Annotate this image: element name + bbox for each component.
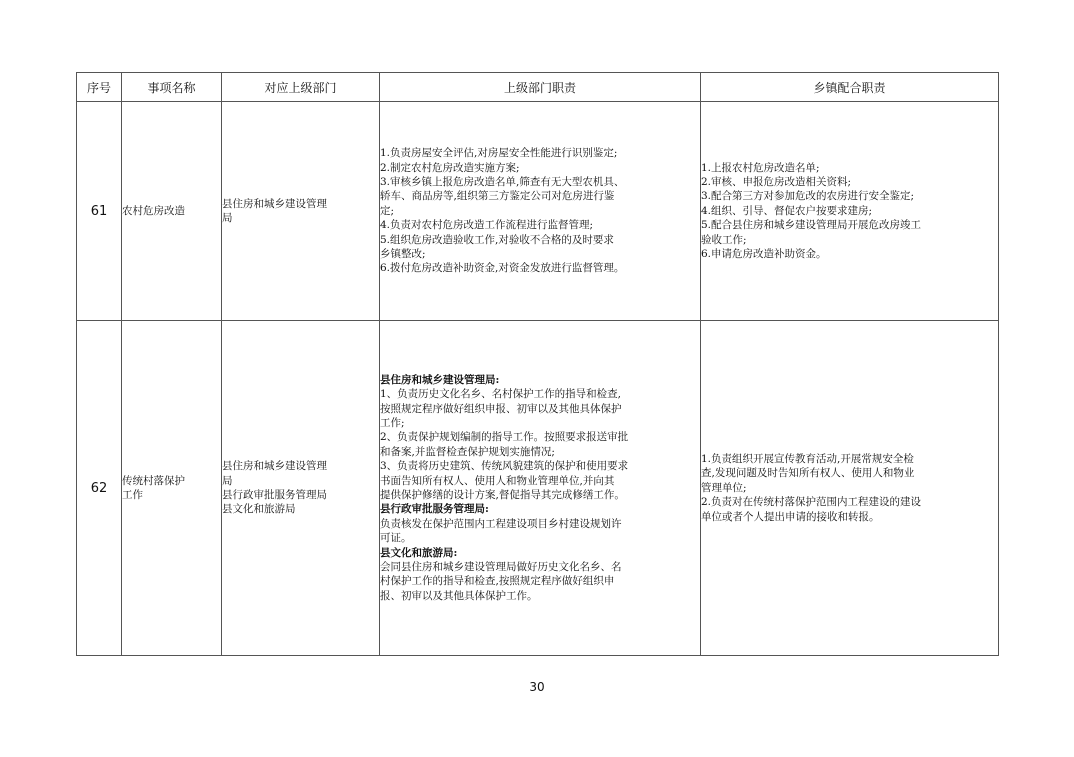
table-row	[77, 102, 999, 321]
text-line: 3.配合第三方对参加危改的农房进行安全鉴定;	[701, 190, 915, 203]
text-line: 书面告知所有权人、使用人和物业管理单位,并向其	[380, 474, 615, 487]
text-line: 局	[222, 212, 233, 224]
text-line: 工作	[122, 489, 143, 501]
text-line: 工作;	[380, 416, 405, 429]
responsibility-table	[76, 72, 999, 656]
text-line: 6.申请危房改造补助资金。	[701, 248, 827, 261]
text-line: 传统村落保护	[122, 474, 185, 487]
row-number: 62	[77, 321, 122, 656]
text-line: 1.负责组织开展宣传教育活动,开展常规安全检	[701, 452, 914, 465]
text-line: 2、负责保护规划编制的指导工作。按照要求报送审批	[380, 431, 629, 444]
table-row	[77, 321, 999, 656]
text-line: 和备案,并监督检查保护规划实施情况;	[380, 445, 555, 458]
department-heading: 县行政审批服务管理局:	[380, 503, 489, 516]
text-line: 1、负责历史文化名乡、名村保护工作的指导和检查,	[380, 388, 622, 401]
text-line: 负责核发在保护范围内工程建设项目乡村建设规划许	[380, 517, 622, 530]
text-line: 农村危房改造	[122, 204, 185, 217]
text-line: 6.拨付危房改造补助资金,对资金发放进行监督管理。	[380, 262, 625, 275]
text-line: 4.组织、引导、督促农户按要求建房;	[701, 204, 873, 217]
text-line: 单位或者个人提出申请的接收和转报。	[701, 510, 880, 523]
township-duties	[701, 102, 999, 321]
text-line: 可证。	[380, 532, 412, 545]
text-line: 报、初审以及其他具体保护工作。	[380, 589, 538, 602]
text-line: 提供保护修缮的设计方案,督促指导其完成修缮工作。	[380, 489, 625, 501]
text-line: 会同县住房和城乡建设管理局做好历史文化名乡、名	[380, 561, 622, 574]
table-header-row	[77, 73, 999, 102]
text-line: 村保护工作的指导和检查,按照规定程序做好组织申	[380, 575, 615, 588]
department	[222, 321, 380, 656]
text-line: 县住房和城乡建设管理	[222, 197, 327, 210]
header-item: 事项名称	[122, 73, 222, 102]
item-name	[122, 321, 222, 656]
row-number: 61	[77, 102, 122, 321]
header-town: 乡镇配合职责	[701, 73, 999, 102]
township-duties	[701, 321, 999, 656]
department-duties	[380, 321, 701, 656]
department	[222, 102, 380, 321]
text-line: 2.负责对在传统村落保护范围内工程建设的建设	[701, 496, 922, 509]
text-line: 验收工作;	[701, 233, 747, 246]
department-heading: 县住房和城乡建设管理局:	[380, 373, 500, 386]
text-line: 县行政审批服务管理局	[222, 489, 327, 501]
text-line: 3.审核乡镇上报危房改造名单,筛查有无大型农机具、	[380, 175, 625, 188]
header-dept: 对应上级部门	[222, 73, 380, 102]
page-number: 30	[529, 680, 545, 694]
header-no: 序号	[77, 73, 122, 102]
text-line: 县住房和城乡建设管理	[222, 460, 327, 473]
department-heading: 县文化和旅游局:	[380, 546, 458, 559]
text-line: 3、负责将历史建筑、传统风貌建筑的保护和使用要求	[380, 460, 629, 473]
text-line: 定;	[380, 204, 395, 217]
text-line: 按照规定程序做好组织申报、初审以及其他具体保护	[380, 402, 622, 415]
text-line: 乡镇整改;	[380, 248, 426, 261]
text-line: 2.制定农村危房改造实施方案;	[380, 161, 520, 174]
department-duties	[380, 102, 701, 321]
text-line: 2.审核、申报危房改造相关资料;	[701, 175, 852, 188]
text-line: 查,发现问题及时告知所有权人、使用人和物业	[701, 467, 915, 480]
text-line: 县文化和旅游局	[222, 503, 296, 516]
text-line: 1.上报农村危房改造名单;	[701, 161, 820, 174]
text-line: 轿车、商品房等,组织第三方鉴定公司对危房进行鉴	[380, 190, 615, 203]
header-duty: 上级部门职责	[380, 73, 701, 102]
text-line: 1.负责房屋安全评估,对房屋安全性能进行识别鉴定;	[380, 147, 618, 160]
text-line: 5.配合县住房和城乡建设管理局开展危改房竣工	[701, 219, 922, 232]
text-line: 5.组织危房改造验收工作,对验收不合格的及时要求	[380, 233, 614, 246]
text-line: 局	[222, 474, 233, 487]
text-line: 管理单位;	[701, 481, 747, 494]
item-name	[122, 102, 222, 321]
text-line: 4.负责对农村危房改造工作流程进行监督管理;	[380, 219, 594, 232]
